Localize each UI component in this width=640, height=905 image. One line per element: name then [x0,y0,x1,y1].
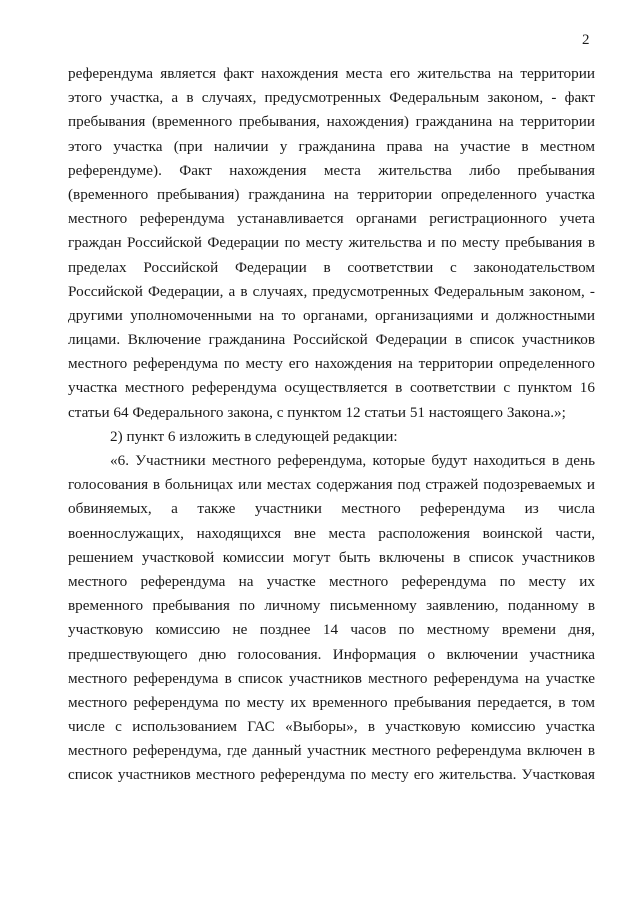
text-line: граждан Российской Федерации по месту жительства и по месту пребывания в [68,234,595,252]
text-line: (временного пребывания) гражданина на территории определенного участка [68,185,595,203]
text-line: «6. Участники местного референдума, которые будут находиться в день [110,452,595,469]
text-line: военнослужащих, находящихся вне места расположения воинской части, [68,524,595,542]
text-line: статьи 64 Федерального закона, с пунктом 12 статьи 51 настоящего Закона.»; [68,403,566,421]
text-line: местного референдума, где данный участник местного референдума включен в [68,742,595,760]
text-line: участковую комиссию не позднее 14 часов по местному времени дня, [68,621,595,639]
text-line: пребывания (временного пребывания, нахождения) гражданина на территории [68,113,595,131]
text-line: этого участка (при наличии у гражданина права на участие в местном [68,137,595,155]
text-line: референдума является факт нахождения места его жительства на территории [68,65,595,82]
text-line: временного пребывания по личному письменному заявлению, поданному в [68,597,595,615]
text-line: обвиняемых, а также участники местного референдума из числа [68,500,595,518]
text-line: местного референдума в список участников местного референдума на участке [68,669,595,687]
text-line: список участников местного референдума по месту его жительства. Участковая [68,766,595,784]
text-line: другими уполномоченными на то органами, организациями и должностными [68,306,595,324]
text-line: Российской Федерации, а в случаях, предусмотренных Федеральным законом, - [68,282,595,300]
text-line: местного референдума на участке местного референдума по месту их [68,572,595,590]
text-line: местного референдума по месту их временного пребывания передается, в том [68,693,595,711]
text-line: местного референдума устанавливается органами регистрационного учета [68,210,595,228]
text-line: местного референдума по месту его нахождения на территории определенного [68,355,595,373]
text-line: лицами. Включение гражданина Российской Федерации в список участников [68,331,595,349]
text-line: числе с использованием ГАС «Выборы», в участковую комиссию участка [68,718,595,736]
text-line: голосования в больницах или местах содержания под стражей подозреваемых и [68,476,595,494]
document-body [68,62,595,788]
text-line: 2) пункт 6 изложить в следующей редакции: [110,427,398,445]
text-line: решением участковой комиссии могут быть включены в список участников [68,548,595,566]
text-line: предшествующего дню голосования. Информация о включении участника [68,645,595,663]
text-line: пределах Российской Федерации в соответствии с законодательством [68,258,595,276]
text-line: референдуме). Факт нахождения места жительства либо пребывания [68,161,595,179]
text-line: участка местного референдума осуществляется в соответствии с пунктом 16 [68,379,595,397]
text-line: этого участка, а в случаях, предусмотренных Федеральным законом, - факт [68,89,595,107]
page-number: 2 [582,32,590,48]
